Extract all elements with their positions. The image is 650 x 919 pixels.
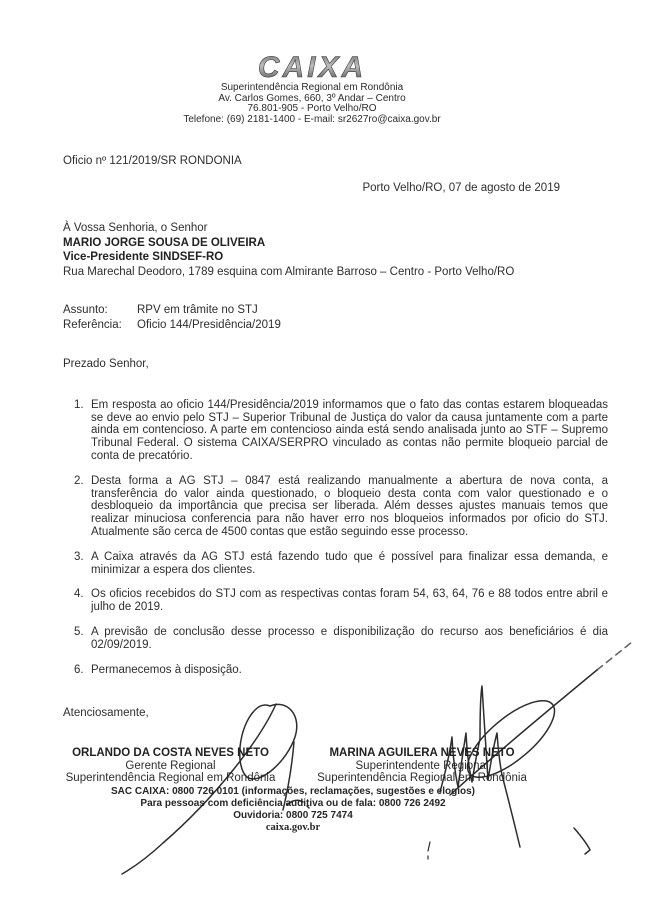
subject-value: RPV em trâmite no STJ (137, 304, 258, 317)
signature-block-left (63, 747, 278, 785)
signature-role: Superintendente Regional (355, 759, 489, 772)
signature-role: Gerente Regional (125, 759, 216, 772)
oficio-number: Oficio nº 121/2019/SR RONDONIA (63, 155, 242, 168)
footer-website: caixa.gov.br (265, 821, 321, 833)
footer-line: SAC CAIXA: 0800 726 0101 (informações, reclamações, sugestões e elogios) (110, 785, 476, 797)
list-item-text: A previsão de conclusão desse processo e disponibilização do recurso aos beneficiários é dia 02/09/2019. (91, 626, 608, 651)
list-item (63, 626, 608, 652)
letterhead-line: 76.801-905 - Porto Velho/RO (247, 103, 377, 115)
reference-value: Oficio 144/Presidência/2019 (137, 318, 281, 331)
recipient-address: Rua Marechal Deodoro, 1789 esquina com Almirante Barroso – Centro - Porto Velho/RO (63, 265, 515, 278)
list-item-number: 4. (74, 588, 84, 601)
footer (0, 786, 586, 834)
recipient-salutation: À Vossa Senhoria, o Senhor (63, 222, 208, 235)
list-item (63, 475, 608, 539)
list-item-number: 1. (74, 398, 84, 411)
caixa-logo (0, 50, 637, 83)
list-item (63, 399, 608, 463)
list-item-text: Os oficios recebidos do STJ com as respectivas contas foram 54, 63, 64, 76 e 88 todos entre abril e julho de 2019. (91, 588, 608, 614)
caixa-logo-text: CAIXA (257, 51, 367, 83)
list-item-number: 2. (74, 474, 84, 487)
signature-block-right (302, 747, 542, 785)
list-item-text: Desta forma a AG STJ – 0847 está realizando manualmente a abertura de nova conta, a transferência do valor ainda questionado, o bloqueio desta conta com valor questionado e o desbloqueio da importância que precisa ser liberada. Além desses ajustes manuais temos que realizar minuciosa conferencia para não haver erro nos bloqueios informados por oficio do STJ. Atualmente são cerca de 4500 contas que estão seguindo esse processo. (91, 474, 608, 539)
recipient-name: MARIO JORGE SOUSA DE OLIVEIRA (63, 236, 266, 249)
signature-org: Superintendência Regional em Rondônia (65, 772, 276, 785)
list-item (63, 588, 608, 614)
date-line: Porto Velho/RO, 07 de agosto de 2019 (362, 181, 560, 194)
reference-label: Referência: (63, 318, 122, 331)
subject-block (63, 303, 608, 332)
list-item-number: 3. (74, 550, 84, 563)
body-paragraphs (63, 399, 608, 677)
list-item (63, 664, 608, 677)
letterhead-line: Av. Carlos Gomes, 660, 3º Andar – Centro (218, 92, 406, 104)
signature-org: Superintendência Regional em Rondônia (317, 772, 527, 785)
list-item-text: Em resposta ao oficio 144/Presidência/2019 informamos que o fato das contas estarem bloqueadas se deve ao envio pelo STJ – Superior Tribunal de Justiça do valor da causa juntamente com a parte ainda em contencioso. A parte em contencioso ainda está sendo analisada junto ao STF – Supremo Tribunal Federal. O sistema CAIXA/SERPRO vinculado as contas não permite bloqueio parcial de conta de precatório. (91, 398, 608, 463)
signature-name: MARINA AGUILERA NEVES NETO (329, 746, 515, 759)
subject-label: Assunto: (63, 304, 108, 317)
list-item-text: Permanecemos à disposição. (91, 663, 242, 676)
signature-name: ORLANDO DA COSTA NEVES NETO (72, 746, 269, 759)
recipient-block (63, 221, 608, 279)
list-item-number: 6. (74, 663, 84, 676)
signature-blocks (63, 747, 608, 785)
letterhead-line: Telefone: (69) 2181-1400 - E-mail: sr2627ro@caixa.gov.br (183, 113, 441, 125)
greeting: Prezado Senhor, (63, 358, 149, 371)
list-item-number: 5. (74, 626, 84, 639)
recipient-title: Vice-Presidente SINDSEF-RO (63, 251, 224, 264)
footer-line: Ouvidoria: 0800 725 7474 (233, 809, 353, 821)
letterhead-line: Superintendência Regional em Rondônia (220, 82, 404, 93)
closing: Atenciosamente, (63, 707, 149, 720)
list-item (63, 551, 608, 577)
footer-line: Para pessoas com deficiência auditiva ou de fala: 0800 726 2492 (140, 797, 446, 809)
list-item-text: A Caixa através da AG STJ está fazendo tudo que é possível para finalizar essa demanda, e minimizar a espera dos clientes. (91, 550, 608, 576)
letterhead (0, 50, 637, 125)
